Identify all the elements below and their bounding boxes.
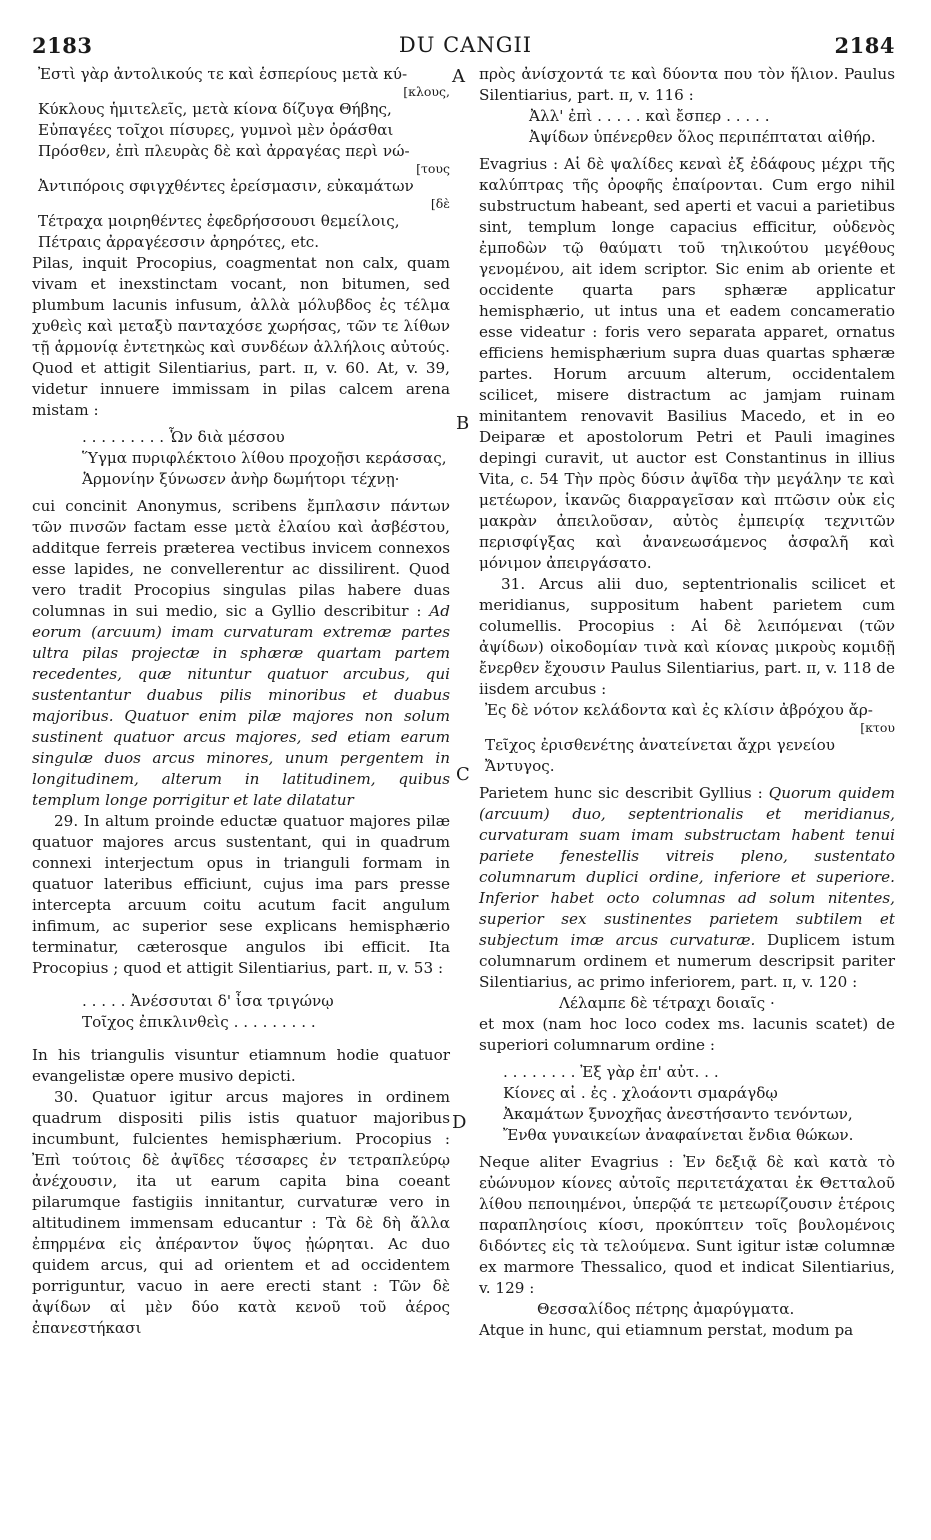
gyllius-quote: Quorum quidem (arcuum) duo, septentrionalis et meridianus, curvaturam suam imam substructam habent tenui pariete fenestellis vitreis pleno, sustentato columnarum duplici ordine, inferiore et superiore. Inferior habet octo columnas ad solum nitentes, superior sex sustinentes parietem subtilem et subjectum imæ arcus curvaturæ. xyxy=(479,784,896,949)
verse-line: Ἄντυγος. xyxy=(485,757,555,775)
paragraph-30: 30. Quatuor igitur arcus majores in ordinem quadrum dispositi pilis istis quatuor majoribus incumbunt, fulcientes hemisphærium. Procopius : Ἐπὶ τούτοις δὲ ἀψῖδες τέσσαρες ἐν τετραπλεύρῳ ἀνέχουσιν, ita ut earum capita bina coeant pilarumque fastigiis innitantur, curvaturæ vero in altitudinem immensam educantur : Τὰ δὲ δὴ ἄλλα ἐπηρμένα εἰς ἀπέραντον ὕψος ᾐώρηται. Ac duo quidem arcus, qui ad orientem et ad occidentem porriguntur, vacuo in aere erecti stant : Τῶν δὲ ἀψίδων αἱ μὲν δύο κατὰ κενοῦ τοῦ ἀέρος ἐπανεστήκασι xyxy=(32,1088,450,1337)
verse-line: Ὕγμα πυριφλέκτοιο λίθου προχοῇσι κεράσσας, xyxy=(82,449,447,467)
paragraph-text: Parietem hunc sic describit Gyllius : xyxy=(479,784,769,802)
running-title: DU CANGII xyxy=(398,33,533,57)
paragraph: Pilas, inquit Procopius, coagmentat non calx, quam vivam et inexstinctam vocant, non bitumen, sed plumbum lacunis infusum, ἀλλὰ μόλυβδος ἐς τέλμα χυθεὶς καὶ μεταξὺ πανταχόσε χωρήσας, τῶν τε λίθων τῇ ἁρμονίᾳ ἐντετηκὼς καὶ συνδέων ἀλλήλοις αὐτούς. Quod et attigit Silentiarius, part. ɪɪ, v. 60. At, v. 39, videtur innuere immissam in pilas calcem arena mistam : xyxy=(32,254,450,419)
page-number-left: 2183 xyxy=(32,33,93,58)
verse-line: Τοῖχος ἐπικλινθεὶς . . . . . . . . . xyxy=(82,1013,316,1031)
verse-line: Ἀκαμάτων ξυνοχῆας ἀνεστήσαντο τενόντων, xyxy=(503,1105,853,1123)
verse-line: Λέλαμπε δὲ τέτραχι δοιαῖς · xyxy=(559,994,775,1012)
paragraph: πρὸς ἀνίσχοντά τε καὶ δύοντα που τὸν ἥλιον. Paulus Silentiarius, part. ɪɪ, v. 116 : xyxy=(479,65,895,104)
margin-marker-b: B xyxy=(456,413,470,434)
paragraph-text: cui concinit Anonymus, scribens ἔμπλασιν πάντων τῶν πινσῶν factam esse μετὰ ἐλαίου καὶ ἀσβέστου, additque ferreis præterea vectibus invicem connexos esse lapides, ne convellerentur ac dissilirent. Quod vero tradit Procopius singulas pilas habere duas columnas in sui medio, sic a Gyllio describitur : xyxy=(32,497,450,620)
margin-marker-d: D xyxy=(452,1112,467,1133)
paragraph: Atque in hunc, qui etiamnum perstat, modum pa xyxy=(479,1321,854,1339)
verse-line: . . . . . . . . . Ὧν διὰ μέσσου xyxy=(82,428,285,446)
left-column xyxy=(32,64,450,1339)
verse-continuation: [τους xyxy=(416,161,450,176)
verse-line: Κύκλους ἡμιτελεῖς, μετὰ κίονα δίζυγα Θήβης, xyxy=(38,100,392,118)
verse-line: Ἀλλ' ἐπὶ . . . . . καὶ ἔσπερ . . . . . xyxy=(529,107,770,125)
verse-line: Κίονες αἰ . ἐς . χλοάοντι σμαράγδῳ xyxy=(503,1084,778,1102)
paragraph-31: 31. Arcus alii duo, septentrionalis scilicet et meridianus, suppositum habent parietem cum columellis. Procopius : Αἱ δὲ λειπόμεναι (τῶν ἀψίδων) οἰκοδομίαν τινὰ καὶ κίονας μικροὺς κομιδῇ ἔνερθεν ἔχουσιν Paulus Silentiarius, part. ɪɪ, v. 118 de iisdem arcubus : xyxy=(479,575,895,698)
verse-block-2 xyxy=(32,427,450,490)
paragraph: Evagrius : Αἱ δὲ ψαλίδες κεναὶ ἐξ ἐδάφους μέχρι τῆς καλύπτρας τῆς ὀροφῆς ἐπαίρονται. Cum ergo nihil substructum habeant, sed aperti et vacui a parietibus sint, templum longe capacius efficitur, οὐδενὸς ἐμποδὼν τῷ θαύματι τοῦ τηλικούτου μεγέθους γενομένου, ait idem scriptor. Sic enim ab oriente et occidente quarta pars sphæræ applicatur hemisphærio, ut intus una et eadem concameratio esse videatur : foris vero separata apparet, ornatus efficiens hemisphærium supra duas quartas sphæræ partes. Horum arcuum alterum, occidentalem scilicet, misere distractum ac jamjam ruinam minitantem renovavit Basilius Macedo, et in eo Deiparæ et apostolorum Petri et Pauli imagines depingi curavit, ut auctor est Constantinus in illius Vita, c. 54 Τὴν πρὸς δύσιν ἀψῖδα τὴν μεγάλην τε καὶ μετέωρον, ἱκανῶς διαρραγεῖσαν καὶ πτῶσιν οὐκ εἰς μακρὰν ἀπειλοῦσαν, αὐτὸς ἐμπειρίᾳ τεχνιτῶν περισφίγξας καὶ ἀνανεωσάμενος ἀσφαλῆ καὶ μόνιμον ἀπειργάσατο. xyxy=(479,155,895,572)
verse-line: Ἐστὶ γὰρ ἀντολικούς τε καὶ ἑσπερίους μετὰ κύ- xyxy=(38,65,408,83)
verse-continuation: [κλους, xyxy=(403,84,450,99)
verse-line: Ἁρμονίην ξύνωσεν ἀνὴρ δωμήτορι τέχνῃ· xyxy=(82,470,400,488)
verse-block-3 xyxy=(32,991,450,1033)
verse-line: . . . . . Ἀνέσσυται δ' ἶσα τριγώνῳ xyxy=(82,992,334,1010)
verse-line: Τέτραχα μοιρηθέντες ἐφεδρήσσουσι θεμείλοις, xyxy=(38,212,400,230)
verse-line: Τεῖχος ἐρισθενέτης ἀνατείνεται ἄχρι γενείου xyxy=(485,736,836,754)
paragraph: Neque aliter Evagrius : Ἐν δεξιᾷ δὲ καὶ κατὰ τὸ εὐώνυμον κίονες αὐτοῖς περιτετάχαται ἐκ Θετταλοῦ λίθου πεποιημένοι, ὑπερῷά τε μετεωρίζουσιν ἑτέροις παραπλησίοις κίοσι, προκύπτειν τοῖς βουλομένοις διδόντες εἰς τὰ τελούμενα. Sunt igitur istæ columnæ ex marmore Thessalico, quod et indicat Silentiarius, v. 129 : xyxy=(479,1153,895,1297)
verse-block-1 xyxy=(32,64,450,253)
verse-line: Ἀψίδων ὑπένερθεν ὅλος περιπέπταται αἰθήρ. xyxy=(529,128,876,146)
right-column xyxy=(479,64,895,1341)
verse-line: Ἔνθα γυναικείων ἀναφαίνεται ἔνδια θώκων. xyxy=(503,1126,854,1144)
verse-line: Ἐς δὲ νότον κελάδοντα καὶ ἐς κλίσιν ἀβρόχου ἄρ- xyxy=(485,701,873,719)
verse-line: Ἀντιπόροις σφιγχθέντες ἐρείσμασιν, εὐκαμάτων xyxy=(38,177,414,195)
gyllius-quote: Ad eorum (arcuum) imam curvaturam extremæ partes ultra pilas projectæ in sphæræ quartam partem recedentes, quæ nituntur quatuor arcubus, qui sustentantur duabus pilis minoribus et duabus majoribus. Quatuor enim pilæ majores non solum sustinent quatuor arcus majores, sed etiam earum singulæ duos arcus minores, unum pergentem in longitudinem, alterum in latitudinem, quibus templum longe porrigitur et late dilatatur xyxy=(32,602,450,809)
verse-line: Πρόσθεν, ἐπὶ πλευρὰς δὲ καὶ ἀρραγέας περὶ νώ- xyxy=(38,142,410,160)
paragraph xyxy=(479,783,895,993)
paragraph-29: 29. In altum proinde eductæ quatuor majores pilæ quatuor majores arcus sustentant, qui in quadrum connexi interjectum opus in trianguli formam in quatuor lateribus efficiunt, cujus ima pars presse intercepta arcuum coitu acutum facit angulum infimum, ac superior sese explicans hemisphærio terminatur, cæterosque angulos ibi efficit. Ita Procopius ; quod et attigit Silentiarius, part. ɪɪ, v. 53 : xyxy=(32,812,450,977)
paragraph: In his triangulis visuntur etiamnum hodie quatuor evangelistæ opere musivo depicti. xyxy=(32,1046,450,1085)
verse-continuation: [κτου xyxy=(860,720,895,735)
verse-continuation: [δὲ xyxy=(430,196,450,211)
verse-block-r4 xyxy=(479,1062,895,1146)
verse-line: . . . . . . . . Ἐξ γὰρ ἐπ' αὐτ. . . xyxy=(503,1063,719,1081)
paragraph-text: Duplicem istum columnarum ordinem et numerum descripsit pariter Silentiarius, ac primo inferiorem, part. ɪɪ, v. 120 : xyxy=(479,931,895,991)
verse-line: Εὐπαγέες τοῖχοι πίσυρες, γυμνοὶ μὲν ὀράσθαι xyxy=(38,121,394,139)
verse-line: Πέτραις ἀρραγέεσσιν ἀρηρότες, etc. xyxy=(38,233,320,251)
verse-block-r5 xyxy=(479,1299,895,1320)
verse-line: Θεσσαλίδος πέτρης ἀμαρύγματα. xyxy=(537,1300,795,1318)
paragraph xyxy=(32,496,450,811)
paragraph: et mox (nam hoc loco codex ms. lacunis scatet) de superiori columnarum ordine : xyxy=(479,1015,895,1054)
page-number-right: 2184 xyxy=(834,33,895,58)
page-header xyxy=(0,0,931,60)
verse-block-r2 xyxy=(479,700,895,777)
verse-block-r1 xyxy=(479,106,895,148)
verse-block-r3 xyxy=(479,993,895,1014)
margin-marker-a: A xyxy=(452,66,465,87)
margin-marker-c: C xyxy=(456,764,470,785)
